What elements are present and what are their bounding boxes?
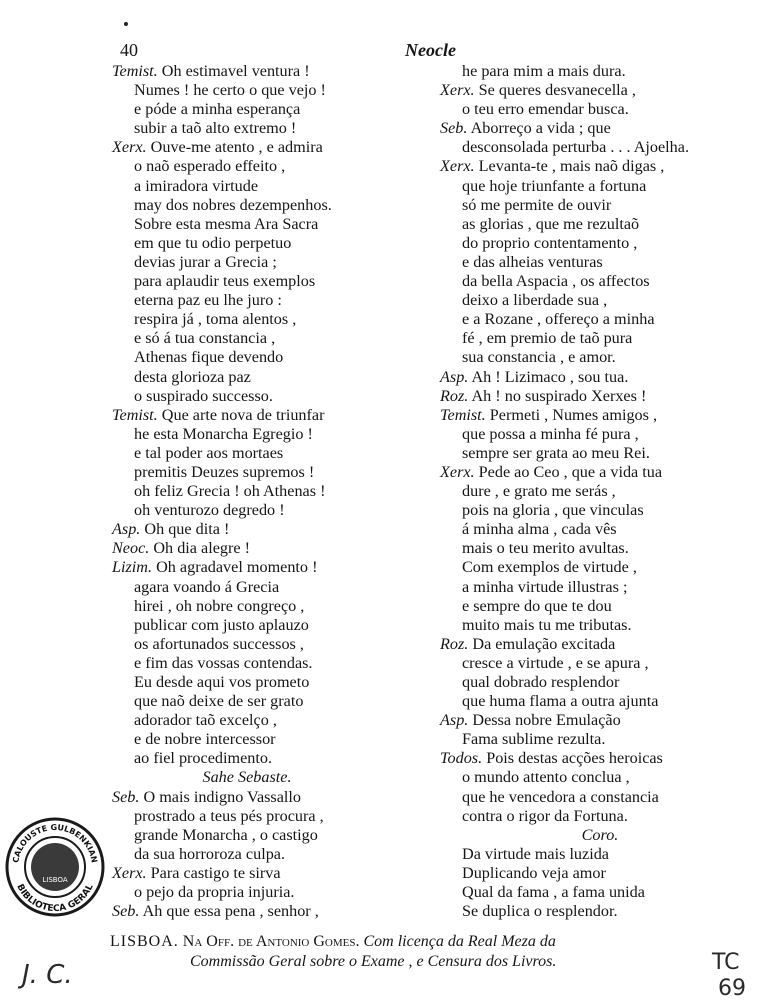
verse-line	[112, 368, 442, 387]
verse-text: os afortunados successos ,	[134, 634, 304, 653]
speaker-name: Xerx.	[112, 138, 147, 157]
verse-text: desconsolada perturba . . . Ajoelha.	[462, 138, 690, 157]
verse-text: a imiradora virtude	[134, 176, 259, 195]
speaker-name: Roz.	[440, 634, 469, 653]
verse-text: e fim das vossas contendas.	[134, 653, 313, 672]
verse-text: o teu erro emendar busca.	[462, 100, 629, 119]
verse-line	[112, 635, 442, 654]
verse-line	[440, 387, 760, 406]
verse-line	[440, 482, 760, 501]
verse-line	[112, 501, 442, 520]
verse-text: as glorias , que me rezultaõ	[462, 214, 640, 233]
verse-line	[440, 902, 760, 921]
verse-text: Ah ! Lizimaco , sou tua.	[468, 367, 629, 386]
verse-line	[440, 425, 760, 444]
verse-line	[112, 272, 442, 291]
library-stamp	[0, 812, 110, 922]
stamp-text-bottom: BIBLIOTECA GERAL	[14, 882, 96, 915]
verse-text: devias jurar a Grecia ;	[134, 252, 277, 271]
verse-line	[440, 597, 760, 616]
verse-line	[440, 578, 760, 597]
verse-line	[112, 329, 442, 348]
verse-text: e das alheias venturas	[462, 252, 603, 271]
verse-text: Athenas fique devendo	[134, 348, 284, 367]
verse-line	[112, 444, 442, 463]
imprint-line-1	[110, 932, 760, 952]
verse-line	[440, 845, 760, 864]
verse-text: Ah ! no suspirado Xerxes !	[468, 386, 647, 405]
verse-text: mais o teu merito avultas.	[462, 539, 629, 558]
verse-text: O mais indigno Vassallo	[139, 787, 301, 806]
verse-line	[440, 673, 760, 692]
verse-line	[112, 387, 442, 406]
verse-line	[440, 157, 760, 176]
manuscript-initials: J. C.	[22, 960, 73, 990]
verse-line	[440, 119, 760, 138]
verse-text: he para mim a mais dura.	[462, 62, 626, 80]
imprint-line-2: Commissão Geral sobre o Exame , e Censura dos Livros.	[190, 953, 557, 970]
verse-text: premitis Deuzes supremos !	[134, 462, 315, 481]
verse-line	[112, 768, 442, 787]
verse-text: o suspirado successo.	[134, 386, 273, 405]
verse-line	[112, 558, 442, 577]
verse-text: e tal poder aos mortaes	[134, 443, 284, 462]
page-number: 40	[120, 40, 138, 60]
right-column	[440, 62, 760, 921]
speaker-name: Seb.	[112, 902, 140, 921]
verse-line	[112, 119, 442, 138]
verse-text: muito mais tu me tributas.	[462, 615, 632, 634]
verse-line	[440, 692, 760, 711]
verse-text: he esta Monarcha Egregio !	[134, 424, 313, 443]
verse-line	[440, 177, 760, 196]
verse-line	[112, 215, 442, 234]
verse-line	[112, 902, 442, 921]
speaker-name: Asp.	[440, 711, 469, 730]
verse-line	[440, 711, 760, 730]
speaker-name: Seb.	[440, 119, 468, 138]
speaker-name: Xerx.	[112, 863, 147, 882]
verse-line	[112, 520, 442, 539]
verse-text: hirei , oh nobre congreço ,	[134, 596, 305, 615]
verse-text: Sobre esta mesma Ara Sacra	[134, 214, 319, 233]
speaker-name: Lizim.	[112, 558, 153, 577]
verse-text: Permeti , Numes amigos ,	[485, 405, 658, 424]
verse-line	[112, 807, 442, 826]
verse-line	[440, 826, 760, 845]
verse-text: para aplaudir teus exemplos	[134, 272, 316, 291]
verse-line	[440, 368, 760, 387]
verse-line	[440, 558, 760, 577]
stamp-city: LISBOA	[42, 876, 68, 884]
imprint-place: LISBOA.	[110, 933, 179, 950]
verse-text: Da emulação excitada	[468, 634, 616, 653]
verse-line	[112, 177, 442, 196]
verse-line	[112, 788, 442, 807]
verse-line	[112, 654, 442, 673]
verse-text: Pede ao Ceo , que a vida tua	[474, 462, 663, 481]
verse-line	[440, 138, 760, 157]
verse-text: a minha virtude illustras ;	[462, 577, 628, 596]
ink-dot	[124, 22, 128, 26]
verse-line	[440, 100, 760, 119]
verse-line	[112, 310, 442, 329]
verse-text: grande Monarcha , o castigo	[134, 825, 318, 844]
verse-line	[440, 406, 760, 425]
verse-line	[440, 215, 760, 234]
verse-text: sempre ser grata ao meu Rei.	[462, 443, 650, 462]
verse-text: oh venturozo degredo !	[134, 501, 285, 520]
verse-line	[112, 100, 442, 119]
verse-text: Oh estimavel ventura !	[157, 62, 310, 80]
verse-line	[440, 196, 760, 215]
speaker-name: Temist.	[440, 405, 486, 424]
verse-line	[112, 749, 442, 768]
verse-line	[440, 291, 760, 310]
verse-text: desta glorioza paz	[134, 367, 251, 386]
verse-text: Oh agradavel momento !	[152, 558, 318, 577]
verse-text: Duplicando veja amor	[462, 863, 606, 882]
left-column	[112, 62, 442, 921]
verse-text: que he vencedora a constancia	[462, 787, 659, 806]
speaker-name: Asp.	[112, 520, 141, 539]
verse-line	[440, 768, 760, 787]
verse-line	[440, 788, 760, 807]
speaker-name: Xerx.	[440, 81, 475, 100]
verse-text: cresce a virtude , e se apura ,	[462, 653, 649, 672]
verse-line	[112, 291, 442, 310]
verse-text: que hoje triunfante a fortuna	[462, 176, 647, 195]
verse-line	[440, 272, 760, 291]
verse-line	[440, 62, 760, 81]
verse-text: sua constancia , e amor.	[462, 348, 616, 367]
verse-line	[112, 234, 442, 253]
verse-line	[440, 81, 760, 100]
verse-line	[112, 864, 442, 883]
verse-line	[440, 864, 760, 883]
speaker-name: Neoc.	[112, 539, 150, 558]
verse-line	[112, 730, 442, 749]
verse-line	[112, 81, 442, 100]
verse-text: may dos nobres dezempenhos.	[134, 195, 332, 214]
verse-text: o mundo attento conclua ,	[462, 768, 630, 787]
verse-line	[112, 673, 442, 692]
verse-text: Oh que dita !	[140, 520, 230, 539]
speaker-name: Temist.	[112, 62, 158, 80]
verse-text: Da virtude mais luzida	[462, 844, 609, 863]
verse-text: da bella Aspacia , os affectos	[462, 272, 650, 291]
verse-line	[440, 234, 760, 253]
verse-text: Aborreço a vida ; que	[467, 119, 611, 138]
verse-line	[112, 711, 442, 730]
speaker-name: Temist.	[112, 405, 158, 424]
speaker-name: Xerx.	[440, 157, 475, 176]
verse-line	[112, 578, 442, 597]
verse-text: e só á tua constancia ,	[134, 329, 276, 348]
verse-text: Para castigo te sirva	[146, 863, 281, 882]
verse-text: Se duplica o resplendor.	[462, 902, 618, 921]
verse-text: do proprio contentamento ,	[462, 233, 638, 252]
verse-line	[440, 501, 760, 520]
verse-text: ao fiel procedimento.	[134, 749, 272, 768]
verse-text: e a Rozane , offereço a minha	[462, 310, 655, 329]
verse-text: Numes ! he certo o que vejo !	[134, 81, 326, 100]
verse-text: á minha alma , cada vês	[462, 520, 617, 539]
verse-text: o naõ esperado effeito ,	[134, 157, 286, 176]
verse-text: prostrado a teus pés procura ,	[134, 806, 324, 825]
verse-line	[440, 329, 760, 348]
verse-text: Se queres desvanecella ,	[474, 81, 636, 100]
verse-text: Ah que essa pena , senhor ,	[139, 902, 319, 921]
imprint	[110, 932, 760, 972]
verse-text: subir a taõ alto extremo !	[134, 119, 297, 138]
speaker-name: Asp.	[440, 367, 469, 386]
verse-line	[440, 310, 760, 329]
verse-line	[440, 616, 760, 635]
verse-line	[112, 196, 442, 215]
verse-line	[112, 463, 442, 482]
verse-line	[112, 616, 442, 635]
verse-line	[112, 138, 442, 157]
verse-line	[440, 444, 760, 463]
verse-text: que huma flama a outra ajunta	[462, 692, 659, 711]
verse-text: Que arte nova de triunfar	[157, 405, 325, 424]
verse-text: Levanta-te , mais naõ digas ,	[474, 157, 665, 176]
verse-text: eterna paz eu lhe juro :	[134, 291, 282, 310]
verse-text: em que tu odio perpetuo	[134, 233, 292, 252]
verse-line	[112, 406, 442, 425]
verse-line	[112, 62, 442, 81]
verse-line	[440, 654, 760, 673]
verse-line	[440, 883, 760, 902]
speaker-name: Seb.	[112, 787, 140, 806]
verse-line	[112, 883, 442, 902]
verse-text: publicar com justo aplauzo	[134, 615, 309, 634]
verse-line	[112, 826, 442, 845]
verse-line	[112, 253, 442, 272]
verse-line	[440, 807, 760, 826]
verse-text: Coro.	[581, 825, 619, 844]
verse-text: Sahe Sebaste.	[202, 768, 292, 787]
verse-text: que naõ deixe de ser grato	[134, 692, 304, 711]
verse-text: e de nobre intercessor	[134, 730, 276, 749]
verse-text: dure , e grato me serás ,	[462, 482, 616, 501]
verse-line	[440, 253, 760, 272]
manuscript-shelf-mark: TC	[712, 950, 740, 975]
verse-text: pois na gloria , que vinculas	[462, 501, 644, 520]
speaker-name: Xerx.	[440, 462, 475, 481]
verse-line	[112, 348, 442, 367]
verse-text: agara voando á Grecia	[134, 577, 280, 596]
verse-line	[112, 597, 442, 616]
verse-text: o pejo da propria injuria.	[134, 883, 295, 902]
verse-line	[112, 692, 442, 711]
imprint-licence: Com licença da Real Meza da	[359, 933, 556, 950]
speaker-name: Todos.	[440, 749, 483, 768]
speaker-name: Roz.	[440, 386, 469, 405]
verse-line	[440, 348, 760, 367]
verse-text: Fama sublime rezulta.	[462, 730, 606, 749]
verse-line	[112, 425, 442, 444]
verse-line	[112, 845, 442, 864]
verse-text: contra o rigor da Fortuna.	[462, 806, 628, 825]
verse-line	[440, 635, 760, 654]
verse-line	[440, 520, 760, 539]
verse-text: respira já , toma alentos ,	[134, 310, 297, 329]
verse-line	[112, 539, 442, 558]
stamp-text-top: CALOUSTE GULBENKIAN	[11, 822, 99, 864]
verse-text: que possa a minha fé pura ,	[462, 424, 639, 443]
verse-text: da sua horroroza culpa.	[134, 844, 286, 863]
running-title: Neocle	[405, 40, 456, 60]
verse-text: Oh dia alegre !	[149, 539, 250, 558]
verse-text: Dessa nobre Emulação	[468, 711, 621, 730]
verse-text: Eu desde aqui vos prometo	[134, 673, 310, 691]
manuscript-number: 69	[718, 976, 746, 1001]
verse-text: e póde a minha esperança	[134, 100, 301, 119]
verse-text: Ouve-me atento , e admira	[146, 138, 323, 157]
verse-line	[112, 157, 442, 176]
verse-text: Qual da fama , a fama unida	[462, 883, 645, 902]
verse-text: Pois destas acções heroicas	[482, 749, 663, 768]
verse-text: Com exemplos de virtude ,	[462, 558, 637, 577]
verse-line	[440, 539, 760, 558]
verse-text: qual dobrado resplendor	[462, 673, 620, 691]
verse-line	[440, 749, 760, 768]
verse-text: só me permite de ouvir	[462, 195, 612, 214]
verse-text: adorador taõ excelço ,	[134, 711, 277, 730]
verse-line	[440, 730, 760, 749]
imprint-printer: Na Off. de Antonio Gomes.	[178, 933, 360, 950]
verse-text: e sempre do que te dou	[462, 596, 612, 615]
running-head	[0, 40, 768, 64]
verse-line	[440, 463, 760, 482]
verse-text: oh feliz Grecia ! oh Athenas !	[134, 482, 326, 501]
verse-line	[112, 482, 442, 501]
verse-text: fé , em premio de taõ pura	[462, 329, 633, 348]
verse-text: deixo a liberdade sua ,	[462, 291, 608, 310]
